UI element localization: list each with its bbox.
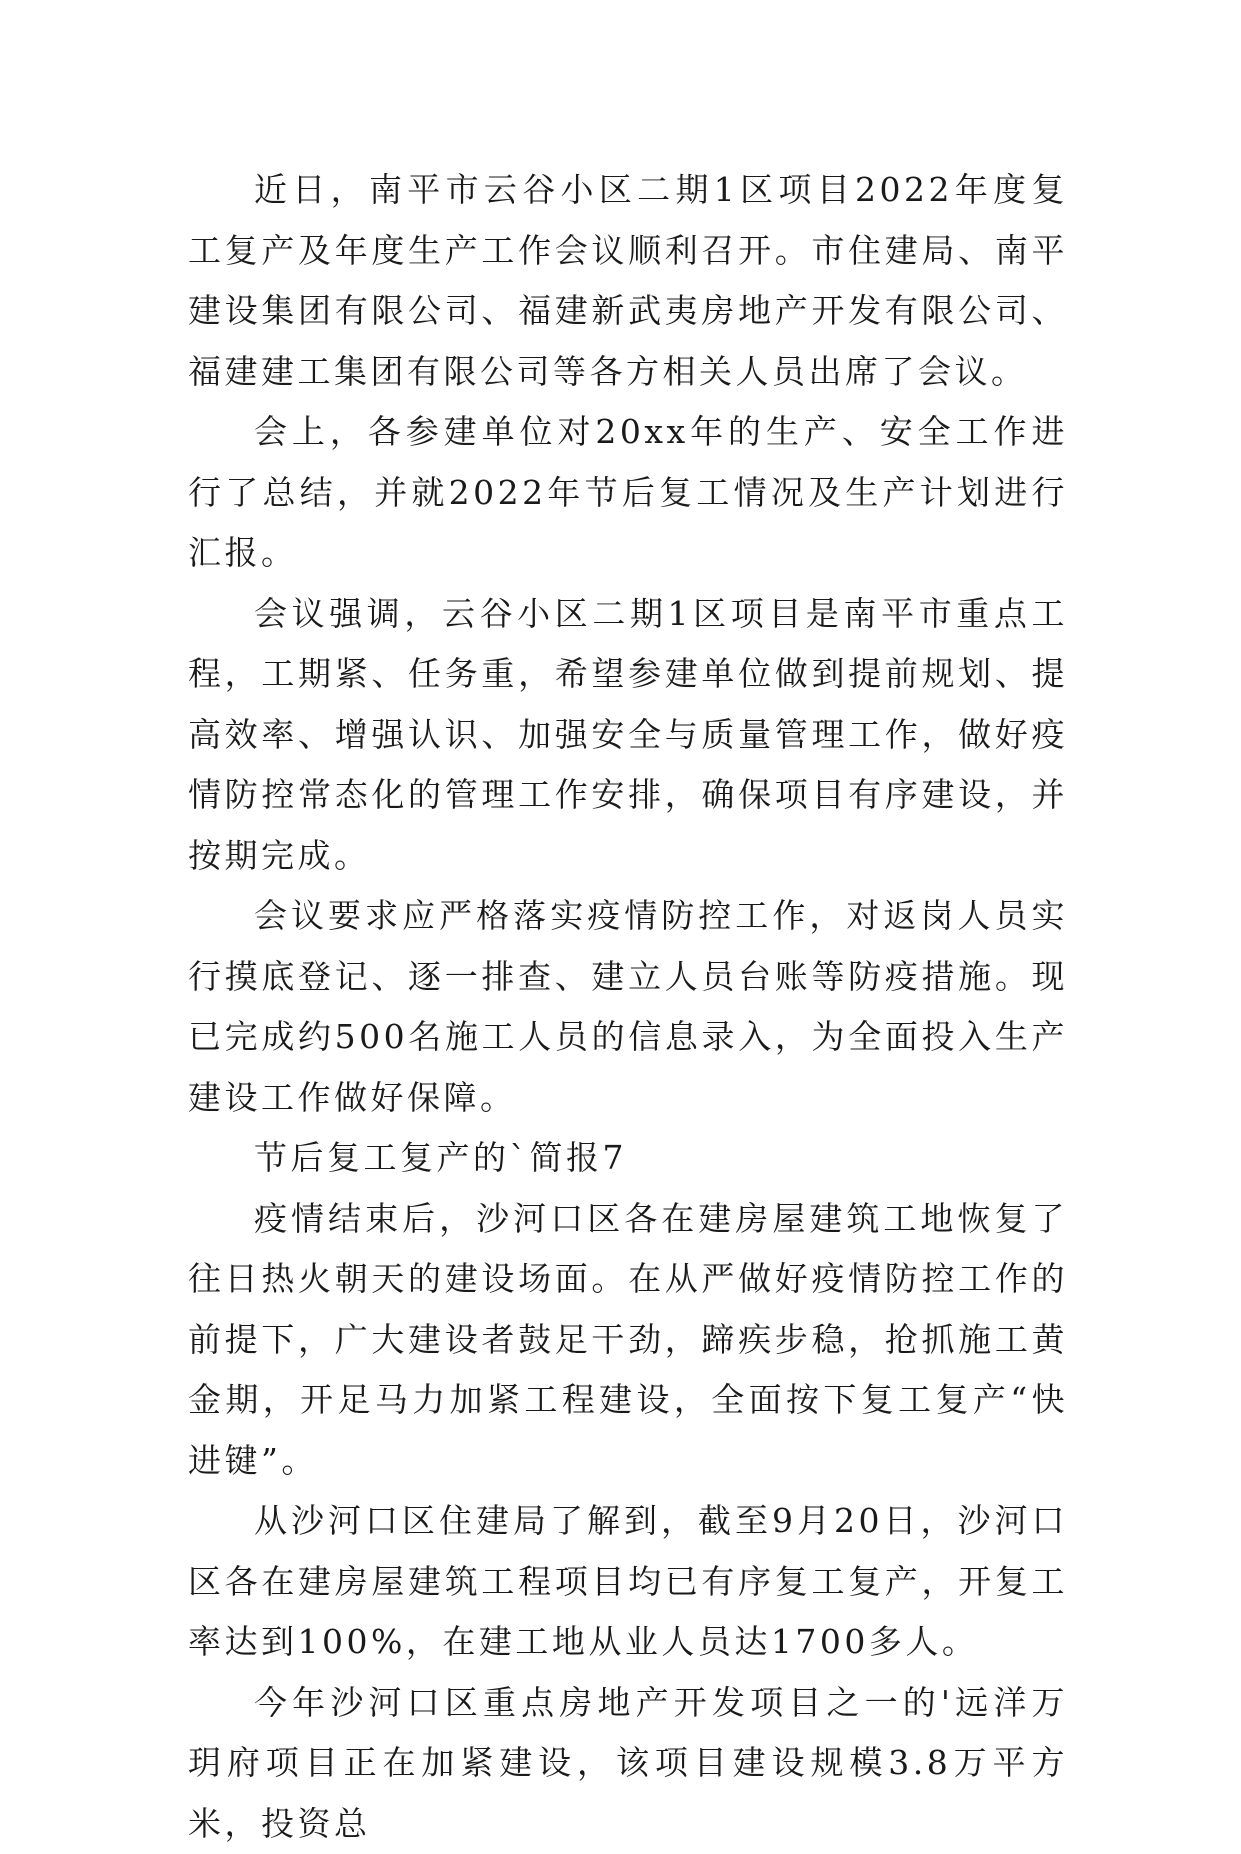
paragraph-key-project: 今年沙河口区重点房地产开发项目之一的'远洋万玥府项目正在加紧建设，该项目建设规模3.8万平方米，投资总 bbox=[188, 1673, 1068, 1854]
paragraph-meeting-summary: 会上，各参建单位对20xx年的生产、安全工作进行了总结，并就2022年节后复工情况及生产计划进行汇报。 bbox=[188, 402, 1068, 584]
paragraph-housing-bureau: 从沙河口区住建局了解到，截至9月20日，沙河口区各在建房屋建筑工程项目均已有序复工复产，开复工率达到100%，在建工地从业人员达1700多人。 bbox=[188, 1491, 1068, 1673]
section-heading-briefing-7: 节后复工复产的`简报7 bbox=[188, 1128, 1068, 1189]
paragraph-epidemic-control: 会议要求应严格落实疫情防控工作，对返岗人员实行摸底登记、逐一排查、建立人员台账等防疫措施。现已完成约500名施工人员的信息录入，为全面投入生产建设工作做好保障。 bbox=[188, 886, 1068, 1128]
paragraph-construction-resume: 疫情结束后，沙河口区各在建房屋建筑工地恢复了往日热火朝天的建设场面。在从严做好疫情防控工作的前提下，广大建设者鼓足干劲，蹄疾步稳，抢抓施工黄金期，开足马力加紧工程建设，全面按下复工复产“快进键”。 bbox=[188, 1189, 1068, 1492]
document-body bbox=[188, 160, 1068, 1854]
paragraph-meeting-intro: 近日，南平市云谷小区二期1区项目2022年度复工复产及年度生产工作会议顺利召开。市住建局、南平建设集团有限公司、福建新武夷房地产开发有限公司、福建建工集团有限公司等各方相关人员出席了会议。 bbox=[188, 160, 1068, 402]
paragraph-meeting-emphasis: 会议强调，云谷小区二期1区项目是南平市重点工程，工期紧、任务重，希望参建单位做到提前规划、提高效率、增强认识、加强安全与质量管理工作，做好疫情防控常态化的管理工作安排，确保项目有序建设，并按期完成。 bbox=[188, 584, 1068, 887]
